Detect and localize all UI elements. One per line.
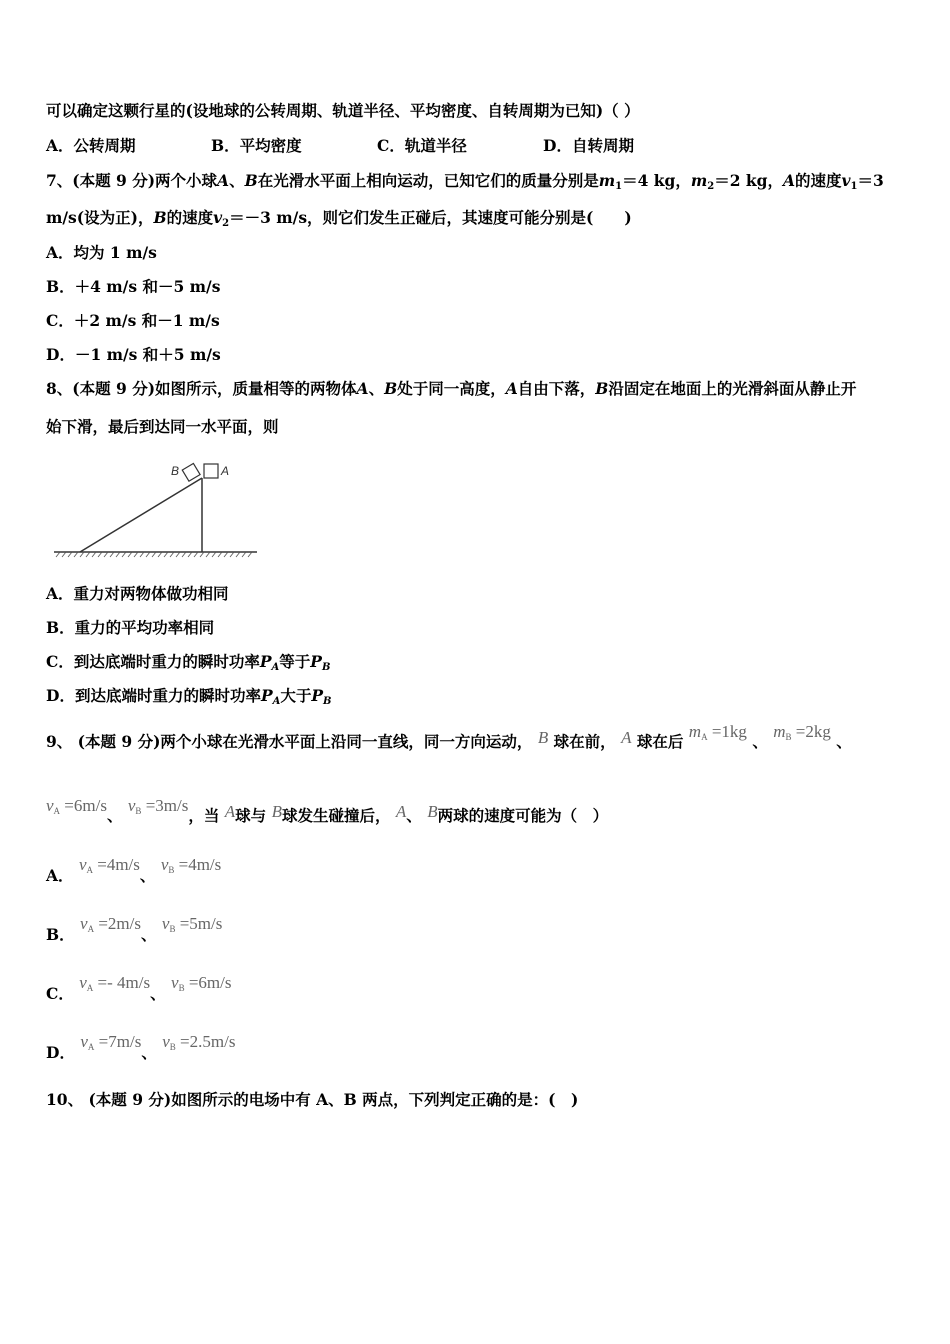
incline-diagram bbox=[50, 458, 265, 563]
q9-stem-line2: $v_A =6m/s$、 $v_B =3m/s$，当 A球与 B球发生碰撞后， A、 B两球的速度可能为（ ） bbox=[46, 796, 609, 825]
q6-option-d: D．自转周期 bbox=[543, 136, 634, 155]
q9-option-c: C． $v_A =- 4m/s$、 $v_B =6m/s$ bbox=[46, 973, 232, 1003]
q7-option-c: C．＋2 m/s 和－1 m/s bbox=[46, 311, 220, 330]
q8-option-c: C．到达底端时重力的瞬时功率$P_A$等于$P_B$ bbox=[46, 652, 331, 673]
q7-stem-line2: m/s(设为正)，B的速度$v_2=-3$ m/s，则它们发生正碰后，其速度可能分别是( ) bbox=[46, 208, 632, 229]
q10-stem: 10、 (本题 9 分)如图所示的电场中有 A、B 两点，下列判定正确的是：( ) bbox=[46, 1090, 579, 1109]
q6-option-a: A．公转周期 bbox=[46, 136, 136, 155]
q7-option-b: B．＋4 m/s 和－5 m/s bbox=[46, 277, 221, 296]
q8-option-a: A．重力对两物体做功相同 bbox=[46, 584, 229, 603]
incline-slope bbox=[80, 478, 202, 552]
q6-option-c: C．轨道半径 bbox=[377, 136, 467, 155]
q7-option-d: D．－1 m/s 和＋5 m/s bbox=[46, 345, 221, 364]
q8-option-b: B．重力的平均功率相同 bbox=[46, 618, 215, 637]
label-b: B bbox=[171, 464, 180, 478]
q6-option-b: B．平均密度 bbox=[211, 136, 302, 155]
q9-option-b: B． $v_A =2m/s$、 $v_B =5m/s$ bbox=[46, 914, 223, 944]
block-a bbox=[204, 464, 218, 478]
q8-stem-line2: 始下滑，最后到达同一水平面，则 bbox=[46, 417, 279, 436]
block-b bbox=[182, 463, 200, 481]
q9-option-a: A． $v_A =4m/s$、 $v_B =4m/s$ bbox=[46, 855, 222, 885]
incline-figure bbox=[50, 458, 265, 567]
q7-option-a: A．均为 1 m/s bbox=[46, 243, 157, 262]
q6-stem: 可以确定这颗行星的(设地球的公转周期、轨道半径、平均密度、自转周期为已知)（ ） bbox=[46, 101, 640, 120]
q9-option-d: D． $v_A =7m/s$、 $v_B =2.5m/s$ bbox=[46, 1032, 236, 1062]
q7-stem-line1: 7、(本题 9 分)两个小球A、B在光滑水平面上相向运动，已知它们的质量分别是$m_1=4$ kg，$m_2=2$ kg，A的速度$v_1=3$ bbox=[46, 171, 884, 192]
label-a: A bbox=[221, 464, 230, 478]
q9-stem-line1: 9、 (本题 9 分)两个小球在光滑水平面上沿同一直线，同一方向运动， B 球在前， A 球在后 $m_A =1kg$ 、 $m_B =2kg$ 、 bbox=[46, 722, 852, 751]
q8-stem-line1: 8、(本题 9 分)如图所示，质量相等的两物体A、B处于同一高度，A自由下落，B沿固定在地面上的光滑斜面从静止开 bbox=[46, 379, 857, 398]
q8-option-d: D．到达底端时重力的瞬时功率$P_A$大于$P_B$ bbox=[46, 686, 332, 707]
